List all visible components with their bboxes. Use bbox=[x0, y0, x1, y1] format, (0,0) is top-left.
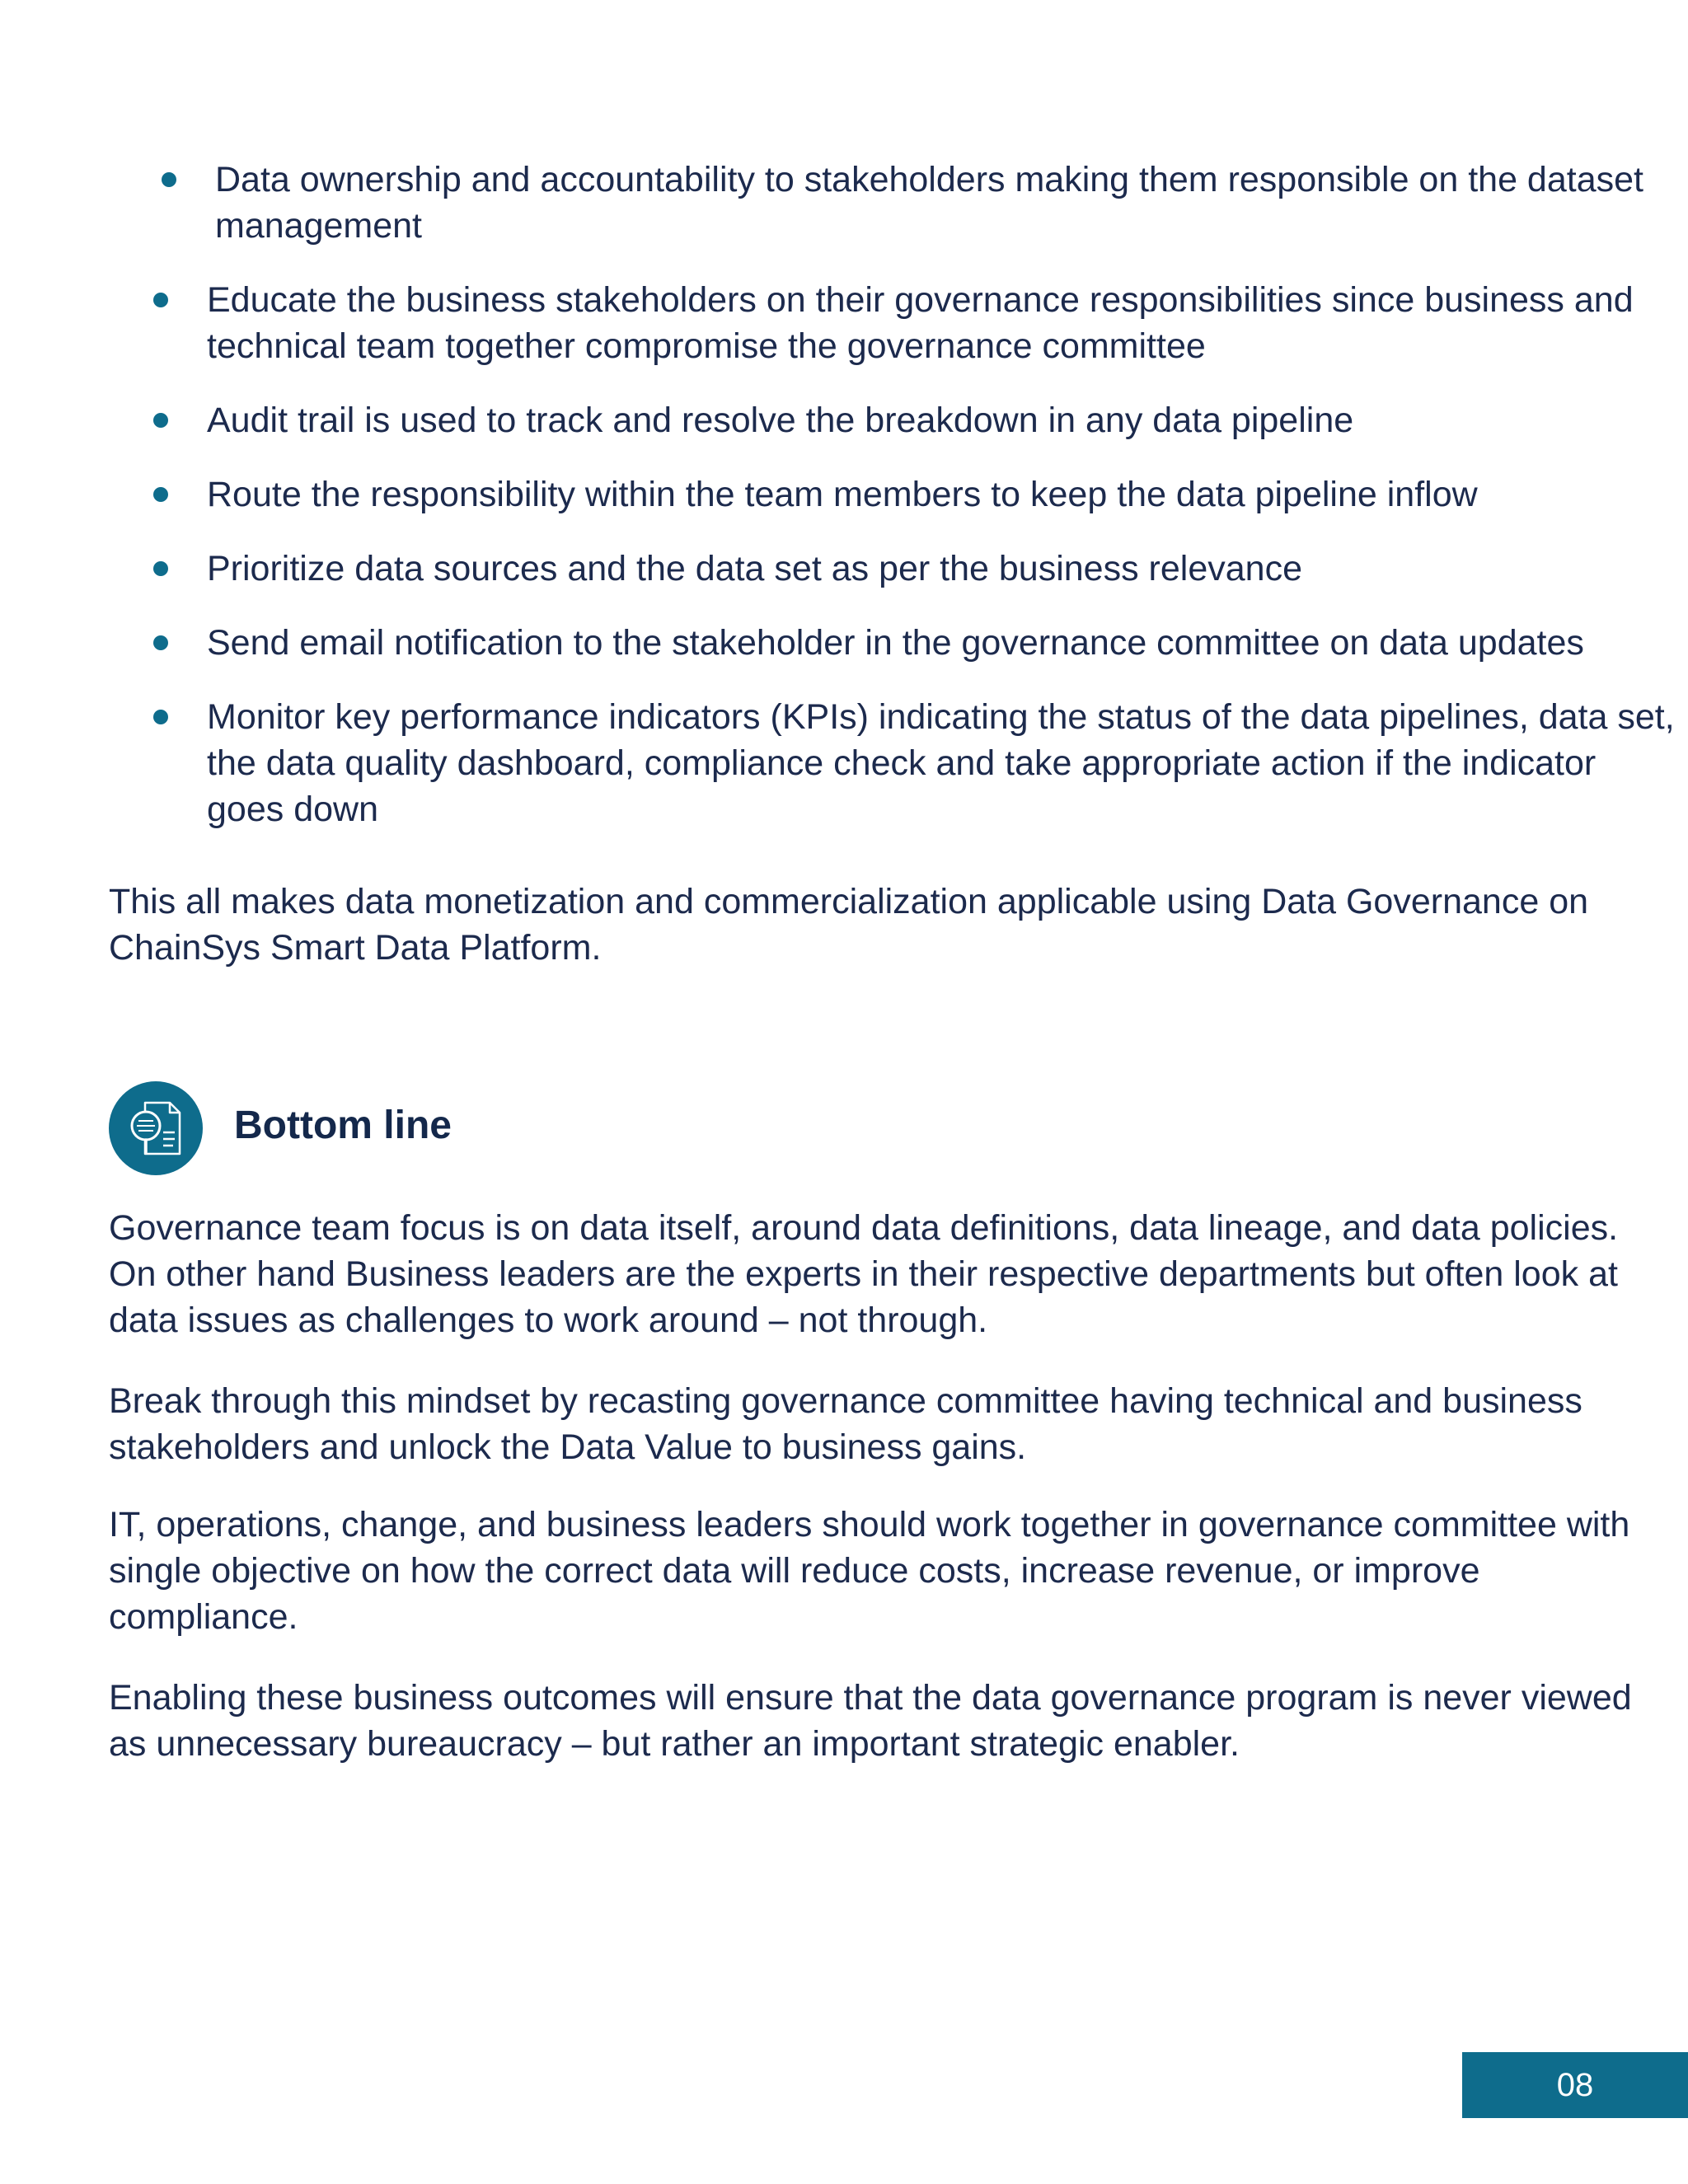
list-item bbox=[0, 277, 1682, 369]
list-item-text: Educate the business stakeholders on their governance responsibilities since business and technical team together compromise the governance committee bbox=[207, 280, 1634, 366]
list-item-text: Monitor key performance indicators (KPIs) indicating the status of the data pipelines, data set, the data quality dashboard, compliance check and take appropriate action if the indicator goes down bbox=[207, 697, 1675, 829]
section-paragraph: IT, operations, change, and business leaders should work together in governance committee with single objective on how the correct data will reduce costs, increase revenue, or improve compliance. bbox=[109, 1505, 1630, 1637]
bullet-dot-icon bbox=[153, 635, 168, 650]
section-paragraph: Break through this mindset by recasting governance committee having technical and business stakeholders and unlock the Data Value to business gains. bbox=[109, 1381, 1582, 1467]
section-title: Bottom line bbox=[234, 1104, 452, 1147]
list-item-text: Send email notification to the stakeholder in the governance committee on data updates bbox=[207, 623, 1584, 663]
bullet-dot-icon bbox=[153, 710, 168, 724]
bullet-dot-icon bbox=[162, 172, 176, 187]
list-item-text: Data ownership and accountability to stakeholders making them responsible on the dataset management bbox=[215, 160, 1643, 246]
list-item bbox=[0, 157, 1688, 249]
section-paragraph: Enabling these business outcomes will ensure that the data governance program is never viewed as unnecessary bureaucracy – but rather an important strategic enabler. bbox=[109, 1678, 1632, 1764]
bullet-dot-icon bbox=[153, 413, 168, 428]
list-item bbox=[0, 694, 1682, 832]
page-number: 08 bbox=[1462, 2052, 1688, 2118]
section-paragraph: Governance team focus is on data itself, around data definitions, data lineage, and data policies. On other hand Business leaders are the experts in their respective departments but often look at data issues as challenges to work around – not through. bbox=[109, 1208, 1619, 1340]
list-item bbox=[0, 546, 1682, 592]
list-item bbox=[0, 620, 1682, 666]
bullet-list bbox=[0, 157, 1688, 860]
list-item-text: Prioritize data sources and the data set as per the business relevance bbox=[207, 549, 1302, 588]
bullet-dot-icon bbox=[153, 293, 168, 307]
list-item bbox=[0, 397, 1682, 443]
list-item-text: Route the responsibility within the team members to keep the data pipeline inflow bbox=[207, 475, 1478, 514]
summary-paragraph: This all makes data monetization and commercialization applicable using Data Governance on ChainSys Smart Data Platform. bbox=[109, 882, 1589, 968]
bullet-dot-icon bbox=[153, 487, 168, 502]
list-item-text: Audit trail is used to track and resolve the breakdown in any data pipeline bbox=[207, 401, 1354, 440]
list-item bbox=[0, 471, 1682, 518]
document-search-icon bbox=[109, 1081, 203, 1175]
bullet-dot-icon bbox=[153, 561, 168, 576]
